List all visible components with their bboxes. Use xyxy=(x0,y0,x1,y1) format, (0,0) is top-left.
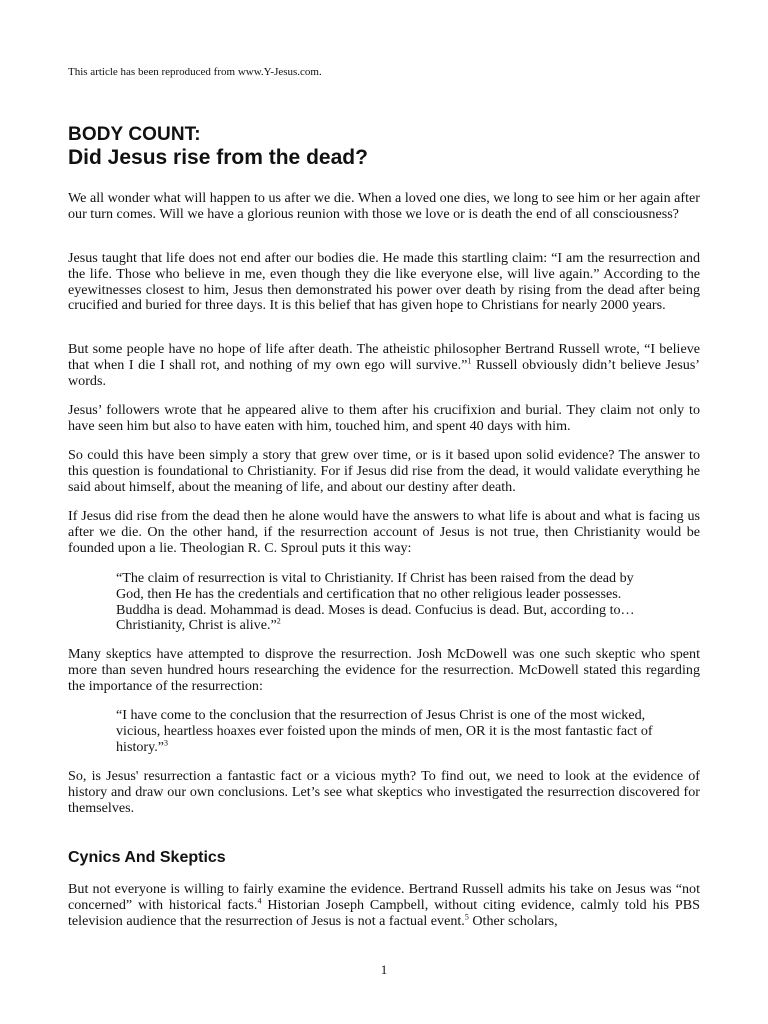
paragraph-7: Many skeptics have attempted to disprove the resurrection. Josh McDowell was one such skeptic who spent more than seven hundred hours researching the evidence for the resurrection. McDowell stated this regarding the importance of the resurrection: xyxy=(68,646,700,694)
paragraph-1: We all wonder what will happen to us after we die. When a loved one dies, we long to see him or her again after our turn comes. Will we have a glorious reunion with those we love or is death the end of all consciousness? xyxy=(68,190,700,222)
block-quote-2-text: “I have come to the conclusion that the resurrection of Jesus Christ is one of the most wicked, vicious, heartless hoaxes ever foisted upon the minds of men, OR it is the most fantastic fact of history.” xyxy=(116,707,653,755)
section-heading: Cynics And Skeptics xyxy=(68,849,226,866)
article-title: Did Jesus rise from the dead? xyxy=(68,146,368,169)
paragraph-3-text-b: Russell obviously didn’t believe Jesus’ words. xyxy=(68,356,700,389)
paragraph-3-text-a: But some people have no hope of life after death. The atheistic philosopher Bertrand Russell wrote, “I believe that when I die I shall rot, and nothing of my own ego will survive.” xyxy=(68,341,700,373)
block-quote-1-text: “The claim of resurrection is vital to Christianity. If Christ has been raised from the dead by God, then He has the credentials and certification that no other religious leader possesses. Buddha is dead. Mohammad is dead. Moses is dead. Confucius is dead. But, according to…Christianity, Christ is alive.” xyxy=(116,570,635,634)
paragraph-3 xyxy=(68,342,700,389)
paragraph-6: If Jesus did rise from the dead then he alone would have the answers to what life is about and what is facing us after we die. On the other hand, if the resurrection account of Jesus is not true, then Christianity would be founded upon a lie. Theologian R. C. Sproul puts it this way: xyxy=(68,508,700,556)
section-paragraph-text-c: Other scholars, xyxy=(468,912,558,929)
section-paragraph-text-b: Historian Joseph Campbell, without citing evidence, calmly told his PBS television audience that the resurrection of Jesus is not a factual event. xyxy=(68,896,700,929)
section-paragraph xyxy=(68,882,700,929)
article-kicker: BODY COUNT: xyxy=(68,124,201,145)
source-note: This article has been reproduced from www.Y-Jesus.com. xyxy=(68,66,322,78)
footnote-ref-3: 3 xyxy=(164,737,169,747)
footnote-ref-1: 1 xyxy=(467,356,472,366)
block-quote-2 xyxy=(116,708,656,755)
page-number: 1 xyxy=(380,962,388,977)
paragraph-5: So could this have been simply a story that grew over time, or is it based upon solid evidence? The answer to this question is foundational to Christianity. For if Jesus did rise from the dead, it would validate everything he said about himself, about the meaning of life, and about our destiny after death. xyxy=(68,447,700,495)
block-quote-1 xyxy=(116,571,656,634)
paragraph-4: Jesus’ followers wrote that he appeared alive to them after his crucifixion and burial. They claim not only to have seen him but also to have eaten with him, touched him, and spent 40 days with him. xyxy=(68,402,700,434)
paragraph-8: So, is Jesus' resurrection a fantastic fact or a vicious myth? To find out, we need to look at the evidence of history and draw our own conclusions. Let’s see what skeptics who investigated the resurrection discovered for themselves. xyxy=(68,768,700,816)
footnote-ref-4: 4 xyxy=(257,896,262,906)
section-paragraph-text-a: But not everyone is willing to fairly examine the evidence. Bertrand Russell admits his take on Jesus was “not concerned” with historical facts. xyxy=(68,881,700,913)
footnote-ref-2: 2 xyxy=(276,616,281,626)
paragraph-2: Jesus taught that life does not end after our bodies die. He made this startling claim: “I am the resurrection and the life. Those who believe in me, even though they die like everyone else, will live again.” According to the eyewitnesses closest to him, Jesus then demonstrated his power over death by rising from the dead after being crucified and buried for three days. It is this belief that has given hope to Christians for nearly 2000 years. xyxy=(68,250,700,314)
footnote-ref-5: 5 xyxy=(464,911,469,921)
